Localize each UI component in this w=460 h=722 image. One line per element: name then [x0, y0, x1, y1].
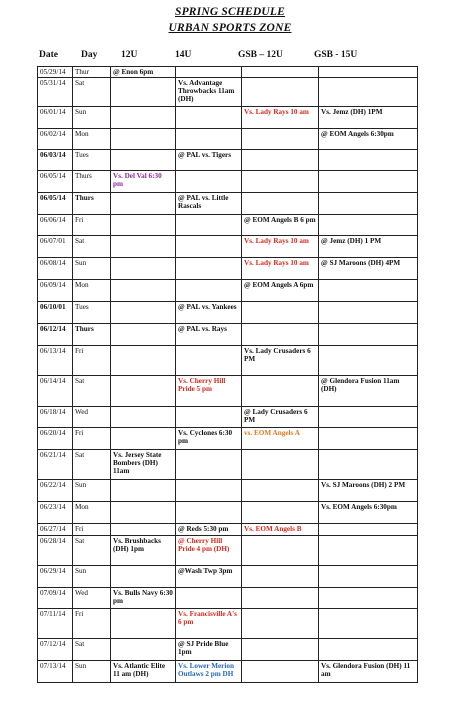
cell-day: Fri [73, 609, 111, 639]
cell-gsb-15u [319, 524, 418, 536]
cell-day: Sat [73, 536, 111, 566]
cell-gsb-15u [319, 566, 418, 588]
cell-gsb-15u [319, 588, 418, 609]
cell-gsb-12u [242, 536, 319, 566]
cell-14u [176, 258, 242, 280]
table-row [38, 280, 418, 302]
cell-14u [176, 67, 242, 78]
cell-14u: @ Cherry Hill Pride 4 pm (DH) [176, 536, 242, 566]
table-row [38, 566, 418, 588]
cell-14u [176, 407, 242, 428]
cell-date: 06/23/14 [38, 502, 73, 524]
cell-12u [111, 524, 176, 536]
cell-12u: Vs. Jersey State Bombers (DH) 11am [111, 450, 176, 480]
cell-gsb-12u [242, 566, 319, 588]
header-gsb-12u: GSB – 12U [238, 50, 283, 60]
cell-day: Tues [73, 302, 111, 324]
cell-gsb-15u [319, 346, 418, 376]
cell-14u: Vs. Lower Merion Outlaws 2 pm DH [176, 661, 242, 683]
cell-gsb-15u [319, 150, 418, 171]
cell-day: Thur [73, 67, 111, 78]
cell-12u [111, 324, 176, 346]
cell-date: 06/14/14 [38, 376, 73, 407]
table-row [38, 639, 418, 661]
table-row [38, 609, 418, 639]
cell-14u: Vs. Cherry Hill Pride 5 pm [176, 376, 242, 407]
cell-date: 06/22/14 [38, 480, 73, 502]
page-title: SPRING SCHEDULE [174, 6, 286, 18]
cell-12u [111, 215, 176, 236]
cell-gsb-12u: Vs. EOM Angels B [242, 524, 319, 536]
cell-gsb-15u: @ SJ Maroons (DH) 4PM [319, 258, 418, 280]
column-headers [0, 50, 460, 64]
cell-12u [111, 346, 176, 376]
cell-day: Sun [73, 107, 111, 129]
cell-12u [111, 407, 176, 428]
cell-date: 06/13/14 [38, 346, 73, 376]
table-row [38, 524, 418, 536]
cell-day: Sat [73, 450, 111, 480]
cell-14u: Vs. Cyclones 6:30 pm [176, 428, 242, 450]
cell-12u [111, 280, 176, 302]
cell-gsb-15u [319, 407, 418, 428]
cell-date: 06/08/14 [38, 258, 73, 280]
cell-12u [111, 150, 176, 171]
cell-day: Sun [73, 566, 111, 588]
cell-gsb-15u: @ EOM Angels 6:30pm [319, 129, 418, 150]
cell-12u [111, 502, 176, 524]
cell-date: 06/10/01 [38, 302, 73, 324]
cell-12u [111, 609, 176, 639]
cell-14u [176, 588, 242, 609]
cell-12u [111, 428, 176, 450]
cell-day: Fri [73, 428, 111, 450]
cell-day: Sat [73, 78, 111, 107]
cell-gsb-15u: @ Jemz (DH) 1 PM [319, 236, 418, 258]
cell-gsb-12u: Vs. Lady Rays 10 am [242, 258, 319, 280]
cell-gsb-12u [242, 129, 319, 150]
header-day: Day [81, 50, 98, 60]
cell-gsb-12u: vs. EOM Angels A [242, 428, 319, 450]
cell-gsb-12u [242, 78, 319, 107]
cell-day: Sun [73, 661, 111, 683]
cell-gsb-15u [319, 215, 418, 236]
cell-date: 07/12/14 [38, 639, 73, 661]
cell-date: 06/06/14 [38, 215, 73, 236]
schedule-table [37, 66, 418, 683]
cell-gsb-15u: Vs. EOM Angels 6:30pm [319, 502, 418, 524]
table-row [38, 536, 418, 566]
table-row [38, 171, 418, 193]
table-row [38, 302, 418, 324]
cell-14u [176, 280, 242, 302]
cell-date: 07/13/14 [38, 661, 73, 683]
cell-gsb-12u [242, 609, 319, 639]
cell-day: Sat [73, 639, 111, 661]
cell-gsb-12u [242, 376, 319, 407]
cell-14u [176, 480, 242, 502]
cell-gsb-15u [319, 450, 418, 480]
cell-gsb-15u: Vs. SJ Maroons (DH) 2 PM [319, 480, 418, 502]
cell-day: Thurs [73, 324, 111, 346]
table-row [38, 588, 418, 609]
cell-gsb-15u [319, 428, 418, 450]
cell-day: Mon [73, 129, 111, 150]
header-14u: 14U [175, 50, 192, 60]
cell-day: Wed [73, 588, 111, 609]
cell-date: 06/12/14 [38, 324, 73, 346]
cell-gsb-12u [242, 193, 319, 215]
cell-12u [111, 236, 176, 258]
table-row [38, 428, 418, 450]
cell-gsb-12u: @ EOM Angels A 6pm [242, 280, 319, 302]
cell-gsb-12u [242, 67, 319, 78]
table-row [38, 215, 418, 236]
cell-date: 07/11/14 [38, 609, 73, 639]
cell-gsb-12u [242, 661, 319, 683]
cell-12u: Vs. Bulls Navy 6:30 pm [111, 588, 176, 609]
cell-12u [111, 566, 176, 588]
cell-day: Thurs [73, 193, 111, 215]
cell-14u: @ PAL vs. Yankees [176, 302, 242, 324]
cell-date: 06/03/14 [38, 150, 73, 171]
cell-14u [176, 236, 242, 258]
cell-gsb-12u: Vs. Lady Rays 10 am [242, 107, 319, 129]
table-row [38, 324, 418, 346]
cell-date: 06/07/01 [38, 236, 73, 258]
cell-day: Fri [73, 524, 111, 536]
cell-gsb-12u [242, 450, 319, 480]
cell-gsb-15u [319, 609, 418, 639]
cell-date: 06/05/14 [38, 193, 73, 215]
cell-gsb-12u [242, 502, 319, 524]
cell-12u [111, 129, 176, 150]
cell-12u [111, 193, 176, 215]
table-row [38, 407, 418, 428]
cell-date: 06/27/14 [38, 524, 73, 536]
cell-day: Mon [73, 280, 111, 302]
cell-day: Sun [73, 480, 111, 502]
cell-14u [176, 107, 242, 129]
cell-gsb-12u: @ Lady Crusaders 6 PM [242, 407, 319, 428]
header-gsb-15u: GSB - 15U [314, 50, 358, 60]
table-row [38, 502, 418, 524]
table-row [38, 78, 418, 107]
cell-gsb-12u [242, 150, 319, 171]
cell-12u [111, 480, 176, 502]
cell-12u: Vs. Atlantic Elite 11 am (DH) [111, 661, 176, 683]
table-row [38, 193, 418, 215]
cell-date: 06/01/14 [38, 107, 73, 129]
cell-12u [111, 376, 176, 407]
cell-gsb-12u: @ EOM Angels B 6 pm [242, 215, 319, 236]
cell-14u [176, 129, 242, 150]
cell-gsb-15u [319, 639, 418, 661]
cell-14u [176, 450, 242, 480]
cell-gsb-15u [319, 67, 418, 78]
cell-14u: @ PAL vs. Rays [176, 324, 242, 346]
cell-gsb-12u [242, 302, 319, 324]
page-subtitle: URBAN SPORTS ZONE [168, 22, 292, 34]
cell-12u: Vs. Brushbacks (DH) 1pm [111, 536, 176, 566]
cell-day: Sat [73, 236, 111, 258]
table-row [38, 236, 418, 258]
cell-14u: Vs. Francisville A's 6 pm [176, 609, 242, 639]
cell-14u [176, 215, 242, 236]
cell-gsb-15u [319, 171, 418, 193]
table-row [38, 376, 418, 407]
cell-date: 05/29/14 [38, 67, 73, 78]
cell-date: 06/02/14 [38, 129, 73, 150]
cell-12u [111, 639, 176, 661]
table-row [38, 129, 418, 150]
table-row [38, 258, 418, 280]
cell-gsb-15u [319, 193, 418, 215]
cell-date: 06/18/14 [38, 407, 73, 428]
cell-gsb-12u [242, 171, 319, 193]
cell-gsb-12u [242, 324, 319, 346]
cell-14u: @ PAL vs. Tigers [176, 150, 242, 171]
cell-14u: Vs. Advantage Throwbacks 11am (DH) [176, 78, 242, 107]
table-row [38, 480, 418, 502]
cell-12u [111, 258, 176, 280]
table-row [38, 661, 418, 683]
cell-day: Tues [73, 150, 111, 171]
cell-date: 06/05/14 [38, 171, 73, 193]
cell-14u [176, 171, 242, 193]
cell-day: Fri [73, 346, 111, 376]
cell-date: 06/21/14 [38, 450, 73, 480]
cell-14u: @ PAL vs. Little Rascals [176, 193, 242, 215]
table-row [38, 107, 418, 129]
cell-12u [111, 78, 176, 107]
cell-gsb-15u: Vs. Jemz (DH) 1PM [319, 107, 418, 129]
cell-gsb-15u [319, 324, 418, 346]
cell-day: Thurs [73, 171, 111, 193]
cell-gsb-15u: Vs. Glendora Fusion (DH) 11 am [319, 661, 418, 683]
cell-date: 06/09/14 [38, 280, 73, 302]
schedule-table-body [38, 67, 418, 683]
cell-day: Sun [73, 258, 111, 280]
cell-date: 06/28/14 [38, 536, 73, 566]
cell-gsb-12u [242, 639, 319, 661]
cell-gsb-15u: @ Glendora Fusion 11am (DH) [319, 376, 418, 407]
cell-day: Mon [73, 502, 111, 524]
table-row [38, 67, 418, 78]
cell-gsb-15u [319, 280, 418, 302]
cell-gsb-15u [319, 302, 418, 324]
cell-date: 06/29/14 [38, 566, 73, 588]
cell-gsb-15u [319, 536, 418, 566]
cell-day: Fri [73, 215, 111, 236]
header-date: Date [39, 50, 58, 60]
cell-14u: @ SJ Pride Blue 1pm [176, 639, 242, 661]
cell-date: 07/09/14 [38, 588, 73, 609]
cell-14u: @Wash Twp 3pm [176, 566, 242, 588]
cell-day: Sat [73, 376, 111, 407]
cell-14u: @ Reds 5:30 pm [176, 524, 242, 536]
cell-12u [111, 107, 176, 129]
table-row [38, 150, 418, 171]
cell-gsb-12u: Vs. Lady Crusaders 6 PM [242, 346, 319, 376]
cell-12u: @ Enon 6pm [111, 67, 176, 78]
cell-day: Wed [73, 407, 111, 428]
cell-12u [111, 302, 176, 324]
cell-14u [176, 346, 242, 376]
cell-gsb-12u [242, 480, 319, 502]
cell-gsb-15u [319, 78, 418, 107]
cell-gsb-12u [242, 588, 319, 609]
cell-14u [176, 502, 242, 524]
cell-gsb-12u: Vs. Lady Rays 10 am [242, 236, 319, 258]
cell-12u: Vs. Del Val 6:30 pm [111, 171, 176, 193]
header-12u: 12U [121, 50, 138, 60]
cell-date: 06/20/14 [38, 428, 73, 450]
table-row [38, 346, 418, 376]
cell-date: 05/31/14 [38, 78, 73, 107]
table-row [38, 450, 418, 480]
